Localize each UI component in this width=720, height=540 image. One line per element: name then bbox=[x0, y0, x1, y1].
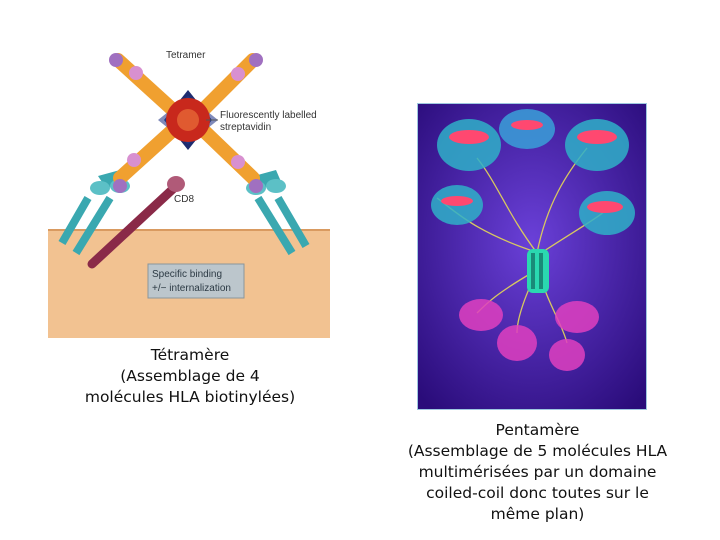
tetramer-caption-line-1: Tétramère bbox=[150, 346, 230, 364]
tetramer-caption bbox=[40, 345, 340, 408]
streptavidin-label-2: streptavidin bbox=[220, 122, 272, 133]
binding-label-2: +/− internalization bbox=[152, 283, 231, 294]
tetramer-label: Tetramer bbox=[166, 50, 206, 61]
pentamer-caption bbox=[395, 420, 680, 525]
coiled-coil-core bbox=[527, 249, 549, 293]
binding-box bbox=[148, 264, 244, 298]
streptavidin-label-1: Fluorescently labelled bbox=[220, 110, 317, 121]
pentamer-illustration bbox=[417, 103, 647, 410]
mhc-arm-bottom-right bbox=[203, 130, 263, 193]
pentamer-image bbox=[417, 103, 647, 410]
binding-label-1: Specific binding bbox=[152, 269, 223, 280]
tetramer-illustration bbox=[48, 38, 330, 338]
pentamer-caption-line-2: (Assemblage de 5 molécules HLA bbox=[407, 442, 668, 460]
hla-molecule-1 bbox=[437, 119, 501, 171]
hla-molecule-3 bbox=[565, 119, 629, 171]
pentamer-caption-line-4: coiled-coil donc toutes sur le bbox=[426, 484, 649, 502]
hla-molecule-5 bbox=[579, 191, 635, 235]
mhc-arm-top-right bbox=[203, 53, 263, 110]
tetramer-caption-line-2: (Assemblage de 4 bbox=[120, 367, 260, 385]
pentamer-caption-line-3: multimérisées par un domaine bbox=[418, 463, 657, 481]
mhc-arm-bottom-left bbox=[113, 130, 173, 193]
hla-molecule-4 bbox=[431, 185, 483, 225]
tetramer-diagram bbox=[48, 38, 330, 338]
hla-molecule-2 bbox=[499, 109, 555, 149]
pentamer-caption-line-5: même plan) bbox=[490, 505, 585, 523]
mhc-arm-top-left bbox=[109, 53, 173, 110]
pentamer-caption-line-1: Pentamère bbox=[495, 421, 580, 439]
tetramer-caption-line-3: molécules HLA biotinylées) bbox=[84, 388, 296, 406]
cd8-label: CD8 bbox=[174, 194, 195, 205]
